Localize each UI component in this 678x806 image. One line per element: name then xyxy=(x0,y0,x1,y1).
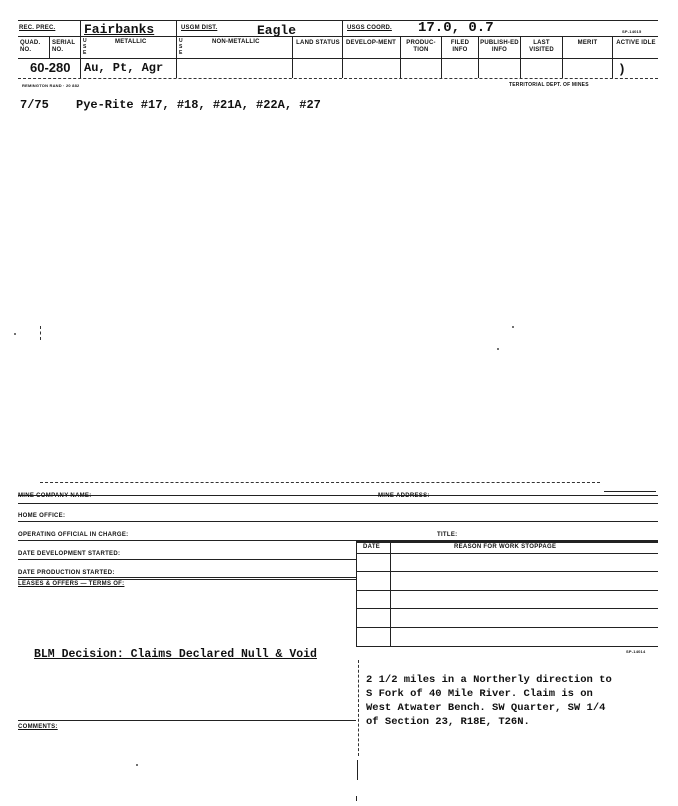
date-development-label: DATE DEVELOPMENT STARTED: xyxy=(18,551,121,557)
production-label: PRODUC-TION xyxy=(406,40,436,53)
reason-table-divider xyxy=(390,541,391,647)
territorial-label: TERRITORIAL DEPT. OF MINES xyxy=(509,82,589,88)
reason-row-rule xyxy=(356,646,658,647)
use-code-metallic: U S E xyxy=(83,38,87,56)
col-divider xyxy=(49,36,50,58)
quad-label: QUAD. NO. xyxy=(20,40,41,53)
merit-label: MERIT xyxy=(577,40,598,46)
col-divider xyxy=(342,20,343,78)
operating-official-label: OPERATING OFFICIAL IN CHARGE: xyxy=(18,532,129,538)
reason-header-top xyxy=(356,541,658,543)
reason-header-bottom xyxy=(356,553,658,554)
reason-table-left xyxy=(356,541,357,647)
header-bottom-rule xyxy=(18,78,658,79)
metallic-label: METALLIC xyxy=(115,39,147,45)
remington-label: REMINGTON RAND · 20 882 xyxy=(22,83,80,88)
reason-row-rule xyxy=(356,590,658,591)
header-top-rule xyxy=(18,20,658,21)
active-idle-mark: ) xyxy=(618,62,626,77)
filed-info-label: FILED INFO xyxy=(450,40,470,53)
usgs-coord-label: USGS COORD. xyxy=(347,25,392,31)
location-line: West Atwater Bench. SW Quarter, SW 1/4 xyxy=(366,702,606,714)
location-line: of Section 23, R18E, T26N. xyxy=(366,716,530,728)
date-prod-rule xyxy=(18,577,356,578)
comments-label: COMMENTS: xyxy=(18,724,58,730)
leases-label: LEASES & OFFERS — TERMS OF: xyxy=(18,581,125,587)
col-divider xyxy=(292,36,293,78)
scan-speck xyxy=(497,348,499,350)
location-line: 2 1/2 miles in a Northerly direction to xyxy=(366,674,612,686)
col-divider xyxy=(562,36,563,78)
land-status-label: LAND STATUS xyxy=(296,40,340,46)
last-visited-label: LAST VISITED xyxy=(529,40,554,53)
comments-top-rule xyxy=(18,720,356,721)
mine-company-label: MINE COMPANY NAME: xyxy=(18,493,92,499)
date-dev-rule xyxy=(18,559,356,560)
location-line: S Fork of 40 Mile River. Claim is on xyxy=(366,688,593,700)
col-divider xyxy=(612,36,613,78)
metallic-value: Au, Pt, Agr xyxy=(84,61,164,75)
rec-prec-label: REC. PREC. xyxy=(19,25,56,31)
comments-divider xyxy=(358,660,359,756)
home-office-label: HOME OFFICE: xyxy=(18,513,66,519)
mine-address-label: MINE ADDRESS: xyxy=(378,493,430,499)
usgm-dist-label: USGM DIST. xyxy=(181,25,218,31)
serial-label: SERIAL NO. xyxy=(52,40,76,53)
reason-row-rule xyxy=(356,571,658,572)
home-office-rule xyxy=(18,521,658,522)
faint-rule xyxy=(40,482,600,483)
usgs-coord-value: 17.0, 0.7 xyxy=(418,20,494,36)
rec-prec-value: Fairbanks xyxy=(84,22,155,37)
col-divider xyxy=(441,36,442,78)
col-divider xyxy=(400,36,401,78)
title-label: TITLE: xyxy=(437,532,458,538)
comments-divider-tick xyxy=(356,796,357,801)
date-production-label: DATE PRODUCTION STARTED: xyxy=(18,570,115,576)
scan-mark xyxy=(40,326,41,340)
published-info-label: PUBLISH-ED INFO xyxy=(480,40,519,53)
entry-date: 7/75 xyxy=(20,98,49,112)
reason-column-label: REASON FOR WORK STOPPAGE xyxy=(454,544,557,550)
scan-speck xyxy=(512,326,514,328)
reason-row-rule xyxy=(356,627,658,628)
company-top-rule xyxy=(18,495,658,496)
col-divider xyxy=(176,20,177,78)
non-metallic-label: NON-METALLIC xyxy=(212,39,260,45)
scan-speck xyxy=(14,333,16,335)
company-rule xyxy=(18,503,658,504)
scan-speck xyxy=(136,764,138,766)
reason-row-rule xyxy=(356,608,658,609)
col-divider xyxy=(80,20,81,78)
date-column-label: DATE xyxy=(363,544,381,550)
use-code-nonmetallic: U S E xyxy=(179,38,183,56)
blm-decision: BLM Decision: Claims Declared Null & Void xyxy=(34,648,317,661)
date-prod-rule-double xyxy=(18,579,356,580)
company-top-rule-tail xyxy=(604,491,656,492)
quad-serial-value: 60-280 xyxy=(30,60,71,75)
entry-claims: Pye-Rite #17, #18, #21A, #22A, #27 xyxy=(76,98,321,112)
development-label: DEVELOP-MENT xyxy=(345,40,397,46)
col-divider xyxy=(520,36,521,78)
active-idle-label: ACTIVE IDLE xyxy=(616,40,656,46)
form-number-top: SP-14015 xyxy=(622,29,642,34)
usgm-dist-value: Eagle xyxy=(257,23,297,38)
col-divider xyxy=(478,36,479,78)
location-description xyxy=(366,673,612,729)
comments-divider-lower xyxy=(357,760,358,780)
form-number-bottom: SP-14014 xyxy=(626,649,646,654)
